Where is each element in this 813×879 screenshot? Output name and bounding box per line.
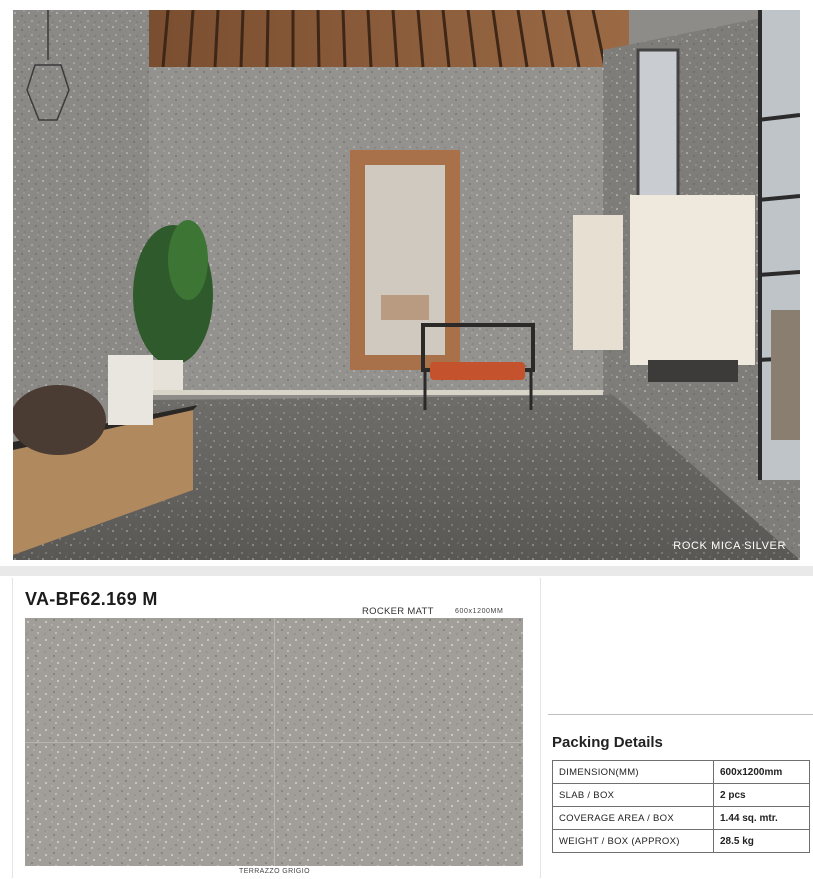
packing-title: Packing Details: [552, 734, 663, 751]
room-scene: [13, 10, 800, 560]
frame-line-mid: [540, 578, 541, 878]
terrazzo-texture: [25, 618, 274, 742]
tile-panel: [25, 743, 274, 867]
packing-label: COVERAGE AREA / BOX: [553, 807, 714, 830]
frame-line-left: [12, 578, 13, 878]
tile-size-label: 600x1200MM: [455, 608, 504, 615]
packing-value: 2 pcs: [714, 784, 810, 807]
packing-value: 1.44 sq. mtr.: [714, 807, 810, 830]
terrazzo-texture: [275, 618, 524, 742]
tile-preview-grid: [25, 618, 523, 866]
packing-label: SLAB / BOX: [553, 784, 714, 807]
tile-panel: [25, 618, 274, 742]
tile-name-caption: TERRAZZO GRIGIO: [239, 868, 310, 875]
product-code: VA-BF62.169 M: [25, 589, 158, 609]
room-render-image: [13, 10, 800, 560]
table-row: [553, 784, 810, 807]
section-divider: [0, 566, 813, 576]
packing-label: WEIGHT / BOX (APPROX): [553, 830, 714, 853]
tile-panel: [275, 743, 524, 867]
table-row: [553, 830, 810, 853]
table-row: [553, 761, 810, 784]
packing-divider: [548, 714, 813, 715]
packing-value: 28.5 kg: [714, 830, 810, 853]
terrazzo-texture: [275, 743, 524, 867]
room-caption: ROCK MICA SILVER: [673, 540, 786, 552]
series-name: ROCKER MATT: [362, 606, 434, 617]
tile-panel: [275, 618, 524, 742]
terrazzo-texture: [25, 743, 274, 867]
packing-table: [552, 760, 810, 853]
packing-value: 600x1200mm: [714, 761, 810, 784]
table-row: [553, 807, 810, 830]
packing-label: DIMENSION(MM): [553, 761, 714, 784]
